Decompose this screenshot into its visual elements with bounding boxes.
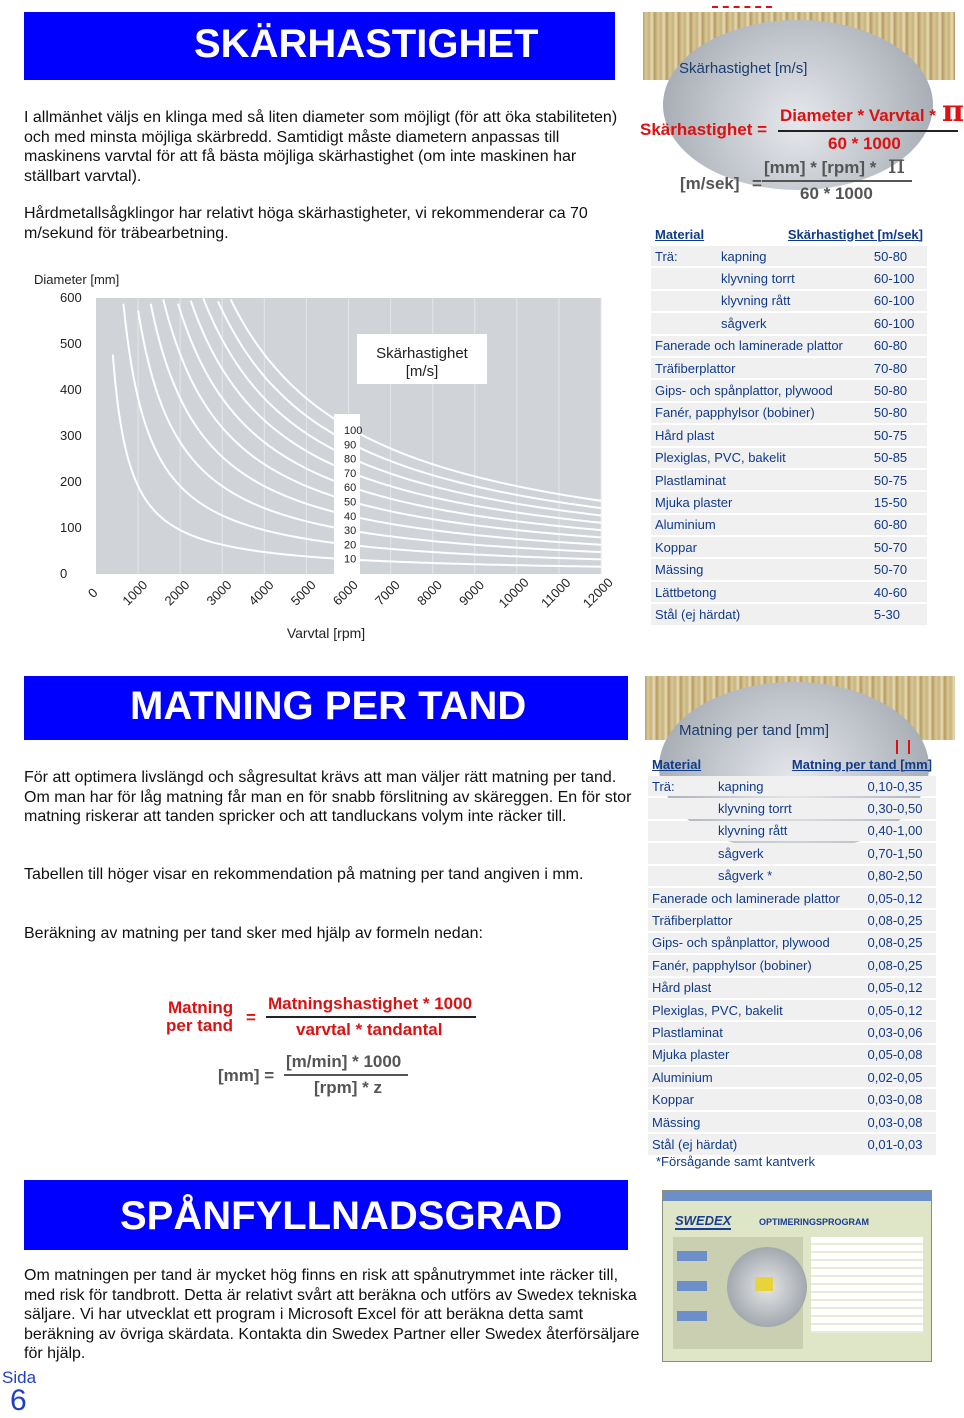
value-cell: 0,80-2,50 <box>864 866 936 886</box>
program-screenshot <box>662 1190 932 1362</box>
value-cell: 0,05-0,12 <box>864 1000 936 1020</box>
material-cell: Plexiglas, PVC, bakelit <box>648 1000 864 1020</box>
feed-table-footnote: *Försågande samt kantverk <box>656 1154 815 1169</box>
series-label: 10 <box>344 553 357 566</box>
unit-denominator: 60 * 1000 <box>800 184 873 203</box>
table-row <box>648 1112 936 1132</box>
unit-numerator: [m/min] * 1000 <box>286 1052 402 1071</box>
table-row <box>648 1134 936 1154</box>
page-number: 6 <box>10 1384 27 1417</box>
x-tick-label: 1000 <box>119 577 151 609</box>
x-tick-label: 4000 <box>245 577 277 609</box>
material-cell: Hård plast <box>648 978 864 998</box>
speed-formula <box>640 94 964 210</box>
speed-table <box>651 222 927 627</box>
value-cell: 0,03-0,08 <box>864 1112 936 1132</box>
x-tick-label: 8000 <box>413 577 446 609</box>
table-row <box>651 403 927 423</box>
formula-lhs-2: per tand <box>166 1016 234 1035</box>
material-cell: Träfiberplattor <box>648 910 864 930</box>
header-material: Material <box>655 226 705 242</box>
operation-cell: klyvning rått <box>714 821 864 841</box>
operation-cell: klyvning rått <box>717 291 870 311</box>
table-row <box>648 1045 936 1065</box>
table-row <box>648 1067 936 1087</box>
value-cell: 0,70-1,50 <box>864 843 936 863</box>
table-row <box>648 776 936 796</box>
series-label: 90 <box>344 439 357 452</box>
table-row <box>648 821 936 841</box>
material-cell: Mjuka plaster <box>648 1045 864 1065</box>
value-cell: 50-80 <box>870 403 927 423</box>
table-row <box>648 888 936 908</box>
recommendation-paragraph: Hårdmetallsågklingor har relativt höga skärhastigheter, vi rekommenderar ca 70 m/sekund för träbearbetning. <box>24 205 588 242</box>
section-banner-spanfyllnad <box>24 1180 628 1250</box>
formula-lhs-1: Matning <box>168 998 234 1017</box>
table-row <box>648 1000 936 1020</box>
material-cell <box>648 866 714 886</box>
feed-paragraph-3: Beräkning av matning per tand sker med hjälp av formeln nedan: <box>24 925 483 942</box>
material-cell: Lättbetong <box>651 582 870 602</box>
material-cell: Koppar <box>651 537 870 557</box>
material-cell: Plastlaminat <box>651 470 870 490</box>
value-cell: 0,01-0,03 <box>864 1134 936 1154</box>
y-tick-label: 400 <box>60 382 82 397</box>
unit-fraction-line <box>762 180 912 182</box>
blade-arrow-indicator <box>712 6 772 8</box>
value-cell: 60-80 <box>870 336 927 356</box>
series-label: 30 <box>344 525 357 538</box>
value-cell: 0,05-0,12 <box>864 888 936 908</box>
header-feed: Matning per tand [mm] <box>791 756 932 772</box>
series-label: 20 <box>344 539 357 552</box>
table-row <box>651 582 927 602</box>
unit-numerator: [mm] * [rpm] * <box>764 158 877 177</box>
table-row <box>651 380 927 400</box>
section-banner-skarhastighet <box>24 12 615 80</box>
value-cell: 0,10-0,35 <box>864 776 936 796</box>
blade-label: Matning per tand [mm] <box>679 722 830 739</box>
y-tick-label: 200 <box>60 474 82 489</box>
material-cell: Mjuka plaster <box>651 492 870 512</box>
table-row <box>651 336 927 356</box>
blade-image-skarhastighet <box>643 12 955 80</box>
operation-cell: sågverk <box>714 843 864 863</box>
intro-paragraph: I allmänhet väljs en klinga med så liten diameter som möjligt (för att öka stabiliteten) och med minsta möjliga skärbredd. Samtidigt måste diametern anpassas till maskinens varvtal för att få bästa möjliga skärhastighet (om inte maskinen har ställbart varvtal). <box>24 109 618 185</box>
value-cell: 0,03-0,06 <box>864 1022 936 1042</box>
material-cell: Mässing <box>651 559 870 579</box>
series-label: 60 <box>344 482 357 495</box>
material-cell <box>648 821 714 841</box>
feed-paragraph-2: Tabellen till höger visar en rekommendation på matning per tand angiven i mm. <box>24 866 584 883</box>
feed-paragraph-1: För att optimera livslängd och sågresultat krävs att man väljer rätt matning per tand. Om man har för låg matning får man en för snabb förslitning av skäreggen. En för stor matning riskerar att tanden spricker och att tandluckans volym inte räcker till. <box>24 769 632 825</box>
formula-numerator: Matningshastighet * 1000 <box>268 994 473 1013</box>
value-cell: 0,03-0,08 <box>864 1089 936 1109</box>
operation-cell: kapning <box>717 246 870 266</box>
table-row <box>651 470 927 490</box>
formula-denominator: varvtal * tandantal <box>296 1020 443 1039</box>
x-tick-label: 3000 <box>203 577 235 609</box>
value-cell: 50-75 <box>870 425 927 445</box>
series-label: 50 <box>344 496 357 509</box>
table-row <box>651 537 927 557</box>
material-cell: Aluminium <box>651 515 870 535</box>
program-title: OPTIMERINGSPROGRAM <box>759 1217 870 1227</box>
value-cell: 50-80 <box>870 380 927 400</box>
header-material: Material <box>652 756 702 772</box>
unit-eq: = <box>752 174 762 193</box>
material-cell: Trä: <box>651 246 717 266</box>
table-row <box>651 515 927 535</box>
formula-denominator: 60 * 1000 <box>828 134 901 153</box>
material-cell: Trä: <box>648 776 714 796</box>
value-cell: 0,02-0,05 <box>864 1067 936 1087</box>
table-row <box>651 246 927 266</box>
table-row <box>651 492 927 512</box>
material-cell: Plexiglas, PVC, bakelit <box>651 448 870 468</box>
value-cell: 15-50 <box>870 492 927 512</box>
table-row <box>651 313 927 333</box>
x-tick-label: 5000 <box>287 577 319 609</box>
material-cell: Stål (ej härdat) <box>651 604 870 624</box>
series-label: 70 <box>344 467 357 480</box>
operation-cell: klyvning torrt <box>714 798 864 818</box>
table-row <box>651 291 927 311</box>
value-cell: 70-80 <box>870 358 927 378</box>
material-cell: Gips- och spånplattor, plywood <box>651 380 870 400</box>
table-row <box>648 933 936 953</box>
material-cell: Mässing <box>648 1112 864 1132</box>
table-row <box>648 866 936 886</box>
formula-fraction-line <box>778 130 958 132</box>
formula-fraction-line <box>266 1016 476 1018</box>
table-row <box>651 448 927 468</box>
material-cell <box>651 313 717 333</box>
formula-lhs: Skärhastighet = <box>640 120 768 139</box>
table-row <box>651 559 927 579</box>
y-axis-label: Diameter [mm] <box>34 272 120 287</box>
table-row <box>651 425 927 445</box>
operation-cell: klyvning torrt <box>717 268 870 288</box>
material-cell: Gips- och spånplattor, plywood <box>648 933 864 953</box>
y-tick-label: 300 <box>60 428 82 443</box>
material-cell: Träfiberplattor <box>651 358 870 378</box>
x-tick-label: 2000 <box>161 577 193 609</box>
x-tick-label: 7000 <box>371 577 403 609</box>
section-banner-matning <box>24 676 628 740</box>
value-cell: 60-80 <box>870 515 927 535</box>
blade-label: Skärhastighet [m/s] <box>679 60 808 77</box>
material-cell: Hård plast <box>651 425 870 445</box>
material-cell: Fanér, papphylsor (bobiner) <box>651 403 870 423</box>
series-label: 40 <box>344 510 357 523</box>
value-cell: 60-100 <box>870 313 927 333</box>
swedex-logo: SWEDEX <box>675 1213 732 1228</box>
table-row <box>648 910 936 930</box>
table-row <box>648 1022 936 1042</box>
blade-image-matning <box>645 676 955 740</box>
value-cell: 0,08-0,25 <box>864 933 936 953</box>
value-cell: 0,08-0,25 <box>864 910 936 930</box>
material-cell: Stål (ej härdat) <box>648 1134 864 1154</box>
y-tick-label: 500 <box>60 336 82 351</box>
legend-title: Skärhastighet <box>376 345 468 362</box>
y-tick-label: 100 <box>60 520 82 535</box>
chip-paragraph: Om matningen per tand är mycket hög finns en risk att spånutrymmet inte räcker till, med risk för tandbrott. Detta är relativt svårt att beräkna och utförs av Swedex tekniska säljare. Vi har utvecklat ett program i Microsoft Excel för att beräkna detta samt beräkning av övriga skärdata. Kontakta din Swedex Partner eller Swedex återförsäljare för hjälp. <box>24 1267 640 1362</box>
formula-eq: = <box>246 1008 256 1027</box>
material-cell: Fanerade och laminerade plattor <box>648 888 864 908</box>
table-row <box>651 604 927 624</box>
y-tick-label: 600 <box>60 290 82 305</box>
y-tick-label: 0 <box>60 566 68 581</box>
material-cell: Fanér, papphylsor (bobiner) <box>648 955 864 975</box>
formula-numerator: Diameter * Varvtal * <box>780 106 936 125</box>
table-row <box>648 955 936 975</box>
value-cell: 5-30 <box>870 604 927 624</box>
operation-cell: sågverk <box>717 313 870 333</box>
header-speed: Skärhastighet [m/sek] <box>787 226 923 242</box>
section-title: SKÄRHASTIGHET <box>194 22 539 66</box>
material-cell: Koppar <box>648 1089 864 1109</box>
unit-fraction-line <box>284 1074 408 1076</box>
x-tick-label: 6000 <box>329 577 361 609</box>
x-tick-label: 12000 <box>579 574 616 611</box>
x-tick-label: 0 <box>84 584 101 601</box>
value-cell: 0,05-0,08 <box>864 1045 936 1065</box>
series-label: 80 <box>344 453 357 466</box>
material-cell: Plastlaminat <box>648 1022 864 1042</box>
table-row <box>651 358 927 378</box>
x-tick-label: 9000 <box>456 577 488 609</box>
value-cell: 0,08-0,25 <box>864 955 936 975</box>
material-cell <box>651 291 717 311</box>
legend-unit: [m/s] <box>405 363 439 380</box>
value-cell: 0,05-0,12 <box>864 978 936 998</box>
section-title: SPÅNFYLLNADSGRAD <box>120 1194 563 1238</box>
x-tick-label: 11000 <box>537 575 574 611</box>
material-cell <box>648 843 714 863</box>
x-tick-label: 10000 <box>495 574 532 611</box>
material-cell <box>648 798 714 818</box>
value-cell: 50-70 <box>870 559 927 579</box>
speed-chart <box>24 266 624 646</box>
material-cell <box>651 268 717 288</box>
table-row <box>648 843 936 863</box>
feed-formula <box>160 990 490 1102</box>
x-axis-label: Varvtal [rpm] <box>286 625 366 641</box>
pi-symbol: π <box>942 94 964 129</box>
section-title: MATNING PER TAND <box>130 684 527 728</box>
value-cell: 0,30-0,50 <box>864 798 936 818</box>
page-word: Sida <box>2 1368 37 1387</box>
value-cell: 50-75 <box>870 470 927 490</box>
unit-pi-symbol: π <box>888 150 906 180</box>
value-cell: 60-100 <box>870 291 927 311</box>
table-row <box>651 268 927 288</box>
unit-denominator: [rpm] * z <box>314 1078 382 1097</box>
value-cell: 40-60 <box>870 582 927 602</box>
table-row <box>648 1089 936 1109</box>
value-cell: 50-70 <box>870 537 927 557</box>
value-cell: 60-100 <box>870 268 927 288</box>
material-cell: Fanerade och laminerade plattor <box>651 336 870 356</box>
series-label: 100 <box>344 425 363 437</box>
material-cell: Aluminium <box>648 1067 864 1087</box>
unit-lhs: [m/sek] <box>680 174 740 193</box>
table-row <box>648 798 936 818</box>
value-cell: 0,40-1,00 <box>864 821 936 841</box>
unit-lhs: [mm] = <box>218 1066 275 1085</box>
value-cell: 50-80 <box>870 246 927 266</box>
feed-table <box>648 752 936 1157</box>
value-cell: 50-85 <box>870 448 927 468</box>
operation-cell: kapning <box>714 776 864 796</box>
table-row <box>648 978 936 998</box>
operation-cell: sågverk * <box>714 866 864 886</box>
